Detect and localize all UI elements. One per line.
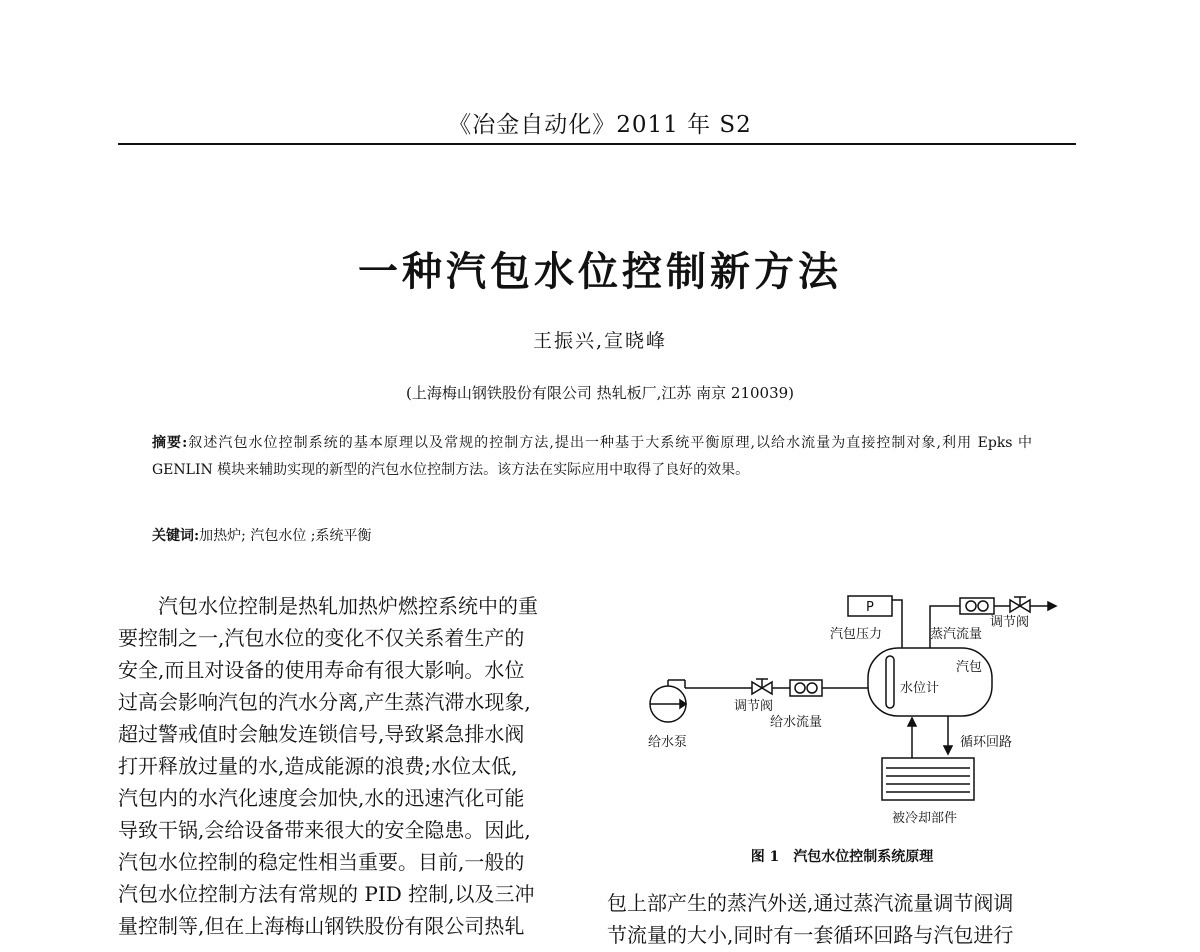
steam-valve-left <box>1010 600 1020 612</box>
figure-number: 图 1 <box>750 849 780 865</box>
body-line: 量控制等,但在上海梅山钢铁股份有限公司热轧 <box>118 914 525 938</box>
body-right-column <box>607 887 1077 951</box>
feed-valve-label: 调节阀 <box>734 699 774 714</box>
abstract-text: 叙述汽包水位控制系统的基本原理以及常规的控制方法,提出一种基于大系统平衡原理,以给水流量为直接控制对象,利用 Epks 中 GENLIN 模块来辅助实现的新型的汽包水位控制方法。该方法在实际应用中取得了良好的效果。 <box>152 435 1032 478</box>
body-line: 汽包水位控制是热轧加热炉燃控系统中的重 <box>158 594 538 618</box>
pump-label: 给水泵 <box>648 735 688 750</box>
figure-caption-text: 汽包水位控制系统原理 <box>793 849 934 865</box>
steam-outlet-arrowhead <box>1048 602 1056 610</box>
body-left-column <box>118 590 580 942</box>
figure-caption <box>607 846 1077 866</box>
cooled-parts-box <box>882 758 974 800</box>
keywords-text: 加热炉; 汽包水位 ;系统平衡 <box>199 528 372 544</box>
steam-valve-right <box>1020 600 1030 612</box>
abstract <box>152 430 1032 484</box>
feed-valve-right <box>762 682 772 694</box>
schematic-diagram <box>630 586 1070 836</box>
circulation-up-arrowhead <box>908 718 916 726</box>
feed-flowmeter-ring <box>795 683 805 693</box>
affiliation: (上海梅山钢铁股份有限公司 热轧板厂,江苏 南京 210039) <box>405 384 795 402</box>
body-line: 安全,而且对设备的使用寿命有很大影响。水位 <box>118 658 525 682</box>
body-line: 超过警戒值时会触发连锁信号,导致紧急排水阀 <box>118 722 525 746</box>
steam-flowmeter-ring <box>978 601 988 611</box>
body-line: 要控制之一,汽包水位的变化不仅关系着生产的 <box>118 626 525 650</box>
keywords <box>152 524 1032 548</box>
steam-valve-label: 调节阀 <box>990 615 1030 630</box>
body-line: 汽包水位控制的稳定性相当重要。目前,一般的 <box>118 850 525 874</box>
figure-drum-level-schematic <box>630 586 1070 836</box>
body-line: 过高会影响汽包的汽水分离,产生蒸汽滞水现象, <box>118 690 531 714</box>
pressure-line <box>892 600 902 648</box>
body-line: 汽包水位控制方法有常规的 PID 控制,以及三冲 <box>118 882 535 906</box>
body-line: 汽包内的水汽化速度会加快,水的迅速汽化可能 <box>118 786 525 810</box>
drum-label: 汽包 <box>956 660 983 675</box>
body-line: 打开释放过量的水,造成能源的浪费;水位太低, <box>118 754 518 778</box>
cooled-parts-label: 被冷却部件 <box>892 811 958 826</box>
authors: 王振兴,宣晓峰 <box>532 330 668 352</box>
feed-flow-label: 给水流量 <box>770 715 823 730</box>
feed-flowmeter-ring <box>807 683 817 693</box>
body-line: 导致干锅,会给设备带来很大的安全隐患。因此, <box>118 818 531 842</box>
pressure-symbol-label: P <box>866 600 874 615</box>
journal-header: 《冶金自动化》2011 年 S2 <box>448 112 752 138</box>
steam-flowmeter-ring <box>966 601 976 611</box>
pressure-label: 汽包压力 <box>830 627 883 642</box>
circulation-down-arrowhead <box>944 746 952 754</box>
header-rule <box>118 143 1076 145</box>
body-line: 节流量的大小,同时有一套循环回路与汽包进行 <box>607 923 1014 947</box>
level-gauge-label: 水位计 <box>900 681 940 696</box>
steam-flow-label: 蒸汽流量 <box>930 627 983 642</box>
paper-title: 一种汽包水位控制新方法 <box>358 249 842 295</box>
body-line: 包上部产生的蒸汽外送,通过蒸汽流量调节阀调 <box>607 891 1014 915</box>
feed-valve-left <box>752 682 762 694</box>
abstract-label: 摘要: <box>152 435 188 451</box>
circulation-label: 循环回路 <box>960 735 1013 750</box>
keywords-label: 关键词: <box>152 528 200 544</box>
level-gauge-tube <box>886 656 894 708</box>
steam-flowmeter <box>960 598 994 614</box>
